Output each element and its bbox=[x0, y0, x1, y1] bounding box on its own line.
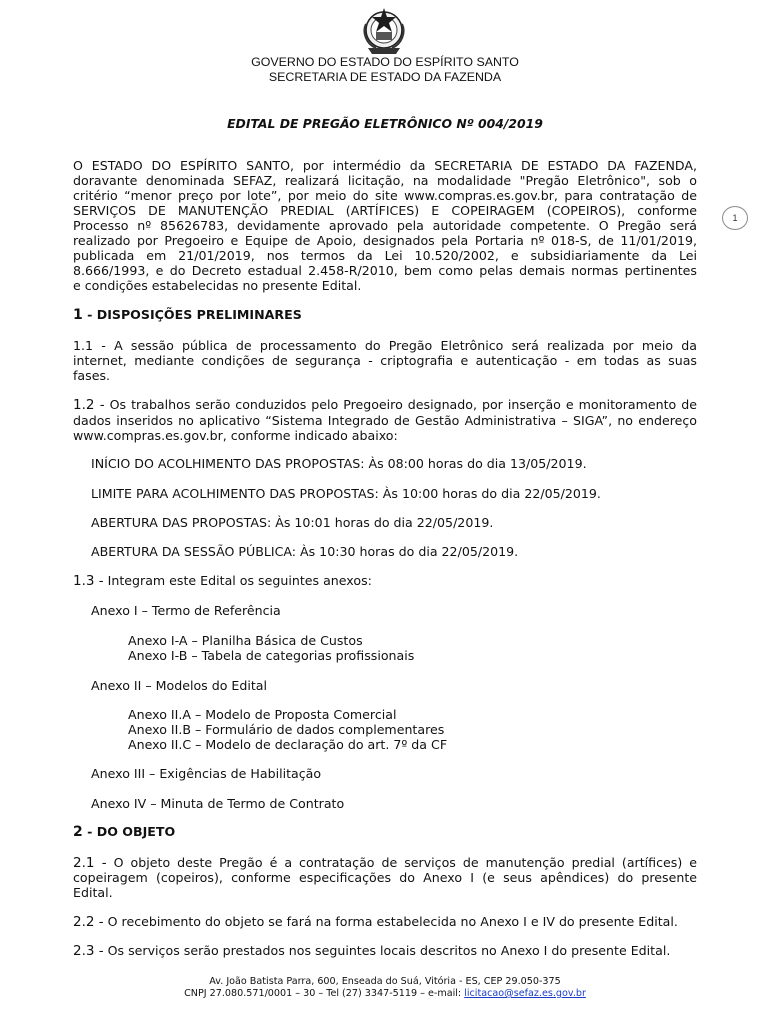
footer-contact bbox=[0, 988, 770, 1000]
clause-2-3-number: 2.3 - bbox=[73, 943, 104, 959]
annex-item: Anexo I – Termo de Referência bbox=[91, 603, 281, 618]
page-number-badge: 1 bbox=[722, 206, 748, 230]
intro-line: SERVIÇOS DE MANUTENÇÃO PREDIAL (ARTÍFICES) E COPEIRAGEM (COPEIROS), conforme bbox=[73, 203, 697, 218]
intro-line: critério “menor preço por lote”, por meio do site www.compras.es.gov.br, para contratação de bbox=[73, 188, 697, 203]
clause-2-1-line bbox=[73, 855, 697, 871]
intro-line: doravante denominada SEFAZ, realizará licitação, na modalidade "Pregão Eletrônico", sob o bbox=[73, 173, 697, 188]
clause-2-2 bbox=[73, 914, 697, 930]
page-title: EDITAL DE PREGÃO ELETRÔNICO Nº 004/2019 bbox=[227, 116, 543, 131]
schedule-item: ABERTURA DAS PROPOSTAS: Às 10:01 horas do dia 22/05/2019. bbox=[91, 515, 494, 530]
footer-email-link[interactable]: licitacao@sefaz.es.gov.br bbox=[464, 988, 586, 999]
footer-address: Av. João Batista Parra, 600, Enseada do Suá, Vitória - ES, CEP 29.050-375 bbox=[209, 976, 561, 987]
clause-2-2-number: 2.2 - bbox=[73, 914, 104, 930]
schedule-item: LIMITE PARA ACOLHIMENTO DAS PROPOSTAS: Às 10:00 horas do dia 22/05/2019. bbox=[91, 486, 601, 501]
clause-1-1-line: internet, mediante condições de segurança - criptografia e autenticação - em todas as suas bbox=[73, 353, 697, 368]
clause-2-2-text: O recebimento do objeto se fará na forma estabelecida no Anexo I e IV do presente Edital. bbox=[103, 914, 678, 929]
section-1-number: 1 bbox=[73, 307, 83, 323]
schedule-item: ABERTURA DA SESSÃO PÚBLICA: Às 10:30 horas do dia 22/05/2019. bbox=[91, 544, 519, 559]
clause-1-3-number: 1.3 - bbox=[73, 573, 104, 589]
clause-2-3-text: Os serviços serão prestados nos seguintes locais descritos no Anexo I do presente Edital. bbox=[103, 943, 671, 958]
clause-2-1-text: O objeto deste Pregão é a contratação de serviços de manutenção predial (artífices) e bbox=[106, 855, 697, 870]
annex-subitem: Anexo I-B – Tabela de categorias profissionais bbox=[128, 648, 415, 663]
government-name: GOVERNO DO ESTADO DO ESPÍRITO SANTO bbox=[251, 55, 519, 69]
annex-item: Anexo III – Exigências de Habilitação bbox=[91, 766, 322, 781]
schedule-item: INÍCIO DO ACOLHIMENTO DAS PROPOSTAS: Às 08:00 horas do dia 13/05/2019. bbox=[91, 456, 587, 471]
annex-subitem: Anexo II.B – Formulário de dados complementares bbox=[128, 722, 445, 737]
intro-line: e condições estabelecidas no presente Edital. bbox=[73, 278, 362, 293]
clause-1-2-text: Os trabalhos serão conduzidos pelo Pregoeiro designado, por inserção e monitoramento de bbox=[104, 397, 697, 412]
section-1-heading bbox=[73, 307, 302, 323]
clause-1-1-line: fases. bbox=[73, 368, 111, 383]
clause-2-1-number: 2.1 - bbox=[73, 855, 107, 871]
intro-line: publicada em 21/01/2019, nos termos da Lei 10.520/2002, e subsidiariamente da Lei bbox=[73, 248, 697, 263]
clause-2-1-line: Edital. bbox=[73, 885, 113, 900]
clause-1-2-line: www.compras.es.gov.br, conforme indicado abaixo: bbox=[73, 428, 398, 443]
annex-item: Anexo IV – Minuta de Termo de Contrato bbox=[91, 796, 345, 811]
intro-line: O ESTADO DO ESPÍRITO SANTO, por intermédio da SECRETARIA DE ESTADO DA FAZENDA, bbox=[73, 158, 697, 173]
clause-1-2-number: 1.2 - bbox=[73, 397, 105, 413]
annex-item: Anexo II – Modelos do Edital bbox=[91, 678, 268, 693]
intro-line: Processo nº 85626783, devidamente aprovado pela autoridade competente. O Pregão será bbox=[73, 218, 697, 233]
state-coat-of-arms bbox=[358, 6, 410, 56]
annex-subitem: Anexo I-A – Planilha Básica de Custos bbox=[128, 633, 363, 648]
secretariat-name: SECRETARIA DE ESTADO DA FAZENDA bbox=[268, 70, 502, 84]
annex-subitem: Anexo II.A – Modelo de Proposta Comercial bbox=[128, 707, 397, 722]
clause-2-1-line: copeiragem (copeiros), conforme especificações do Anexo I (e seus apêndices) do presente bbox=[73, 870, 697, 885]
clause-1-3-text: Integram este Edital os seguintes anexos: bbox=[103, 573, 372, 588]
intro-line: 8.666/1993, e do Decreto estadual 2.458-R/2010, bem como pelas demais normas pertinentes bbox=[73, 263, 697, 278]
section-1-title: - DISPOSIÇÕES PRELIMINARES bbox=[82, 307, 302, 322]
section-2-number: 2 bbox=[73, 824, 83, 840]
clause-1-2-line bbox=[73, 397, 697, 413]
clause-1-1-line: 1.1 - A sessão pública de processamento do Pregão Eletrônico será realizada por meio da bbox=[73, 338, 697, 353]
clause-2-3 bbox=[73, 943, 697, 959]
annex-subitem: Anexo II.C – Modelo de declaração do art. 7º da CF bbox=[128, 737, 448, 752]
clause-1-2-line: dados inseridos no aplicativo “Sistema Integrado de Gestão Administrativa – SIGA”, no endereço bbox=[73, 413, 697, 428]
section-2-heading bbox=[73, 824, 175, 840]
section-2-title: - DO OBJETO bbox=[82, 824, 176, 839]
footer-contact-text: CNPJ 27.080.571/0001 – 30 – Tel (27) 3347-5119 – e-mail: bbox=[184, 988, 465, 999]
intro-line: realizado por Pregoeiro e Equipe de Apoio, designados pela Portaria nº 018-S, de 11/01/2019, bbox=[73, 233, 697, 248]
clause-1-3 bbox=[73, 573, 697, 589]
